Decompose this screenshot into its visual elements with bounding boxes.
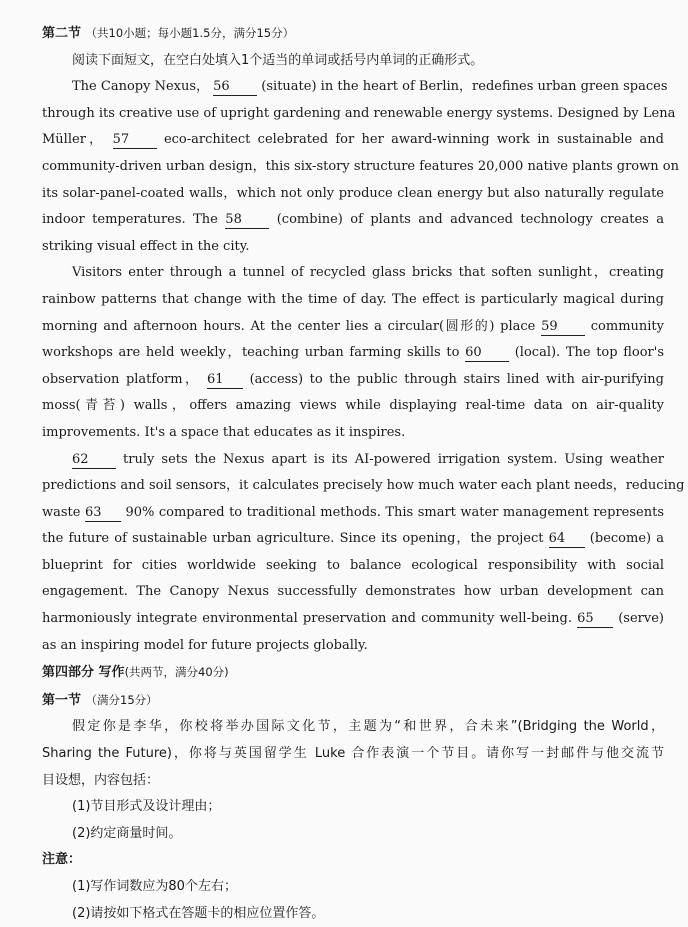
- blank-62[interactable]: 62: [72, 452, 116, 469]
- passage-paragraph-1: The Canopy Nexus， 56 (situate) in the heart of Berlin，redefines urban green spaces through its creative use of upright gardening and renewable energy systems. Designed by Lena Müller， 57 eco-architect celebrated for her award-winning work in sustainable and community-driven urban design，this six-story structure features 20,000 native plants grown on its solar-panel-coated walls，which not only produce clean energy but also naturally regulate indoor temperatures. The 58 (combine) of plants and advanced technology creates a striking visual effect in the city.: [42, 79, 679, 254]
- blank-63[interactable]: 63: [85, 505, 121, 522]
- blank-58[interactable]: 58: [225, 212, 269, 229]
- blank-61[interactable]: 61: [207, 372, 243, 389]
- note-item-1: (1)写作词数应为80个左右；: [72, 879, 237, 894]
- blank-60[interactable]: 60: [465, 345, 509, 362]
- blank-56[interactable]: 56: [213, 79, 257, 96]
- blank-59[interactable]: 59: [541, 319, 585, 336]
- section2-heading: 第二节 （共10小题；每小题1.5分，满分15分）: [42, 26, 295, 41]
- passage-paragraph-2: Visitors enter through a tunnel of recycled glass bricks that soften sunlight，creating rainbow patterns that change with the time of day. The effect is particularly magical during morning and afternoon hours. At the center lies a circular(圆形的) place 59 community workshops are held weekly，teaching urban farming skills to 60 (local). The top floor's observation platform， 61 (access) to the public through stairs lined with air-purifying moss(青苔) walls，offers amazing views while displaying real-time data on air-quality improvements. It's a space that educates as it inspires.: [42, 265, 665, 440]
- blank-64[interactable]: 64: [549, 531, 585, 548]
- passage-paragraph-3: 62 truly sets the Nexus apart is its AI-powered irrigation system. Using weather predictions and soil sensors，it calculates precisely how much water each plant needs，reducing waste 63 90% compared to traditional methods. This smart water management represents the future of sustainable urban agriculture. Since its opening，the project 64 (become) a blueprint for cities worldwide seeking to balance ecological responsibility with social engagement. The Canopy Nexus successfully demonstrates how urban development can harmoniously integrate environmental preservation and community well-being. 65 (serve) as an inspiring model for future projects globally.: [42, 451, 685, 653]
- notes-title: 注意：: [42, 852, 82, 868]
- writing-prompt: 假定你是李华，你校将举办国际文化节，主题为“和世界，合未来”(Bridging the World， Sharing the Future)，你将与英国留学生 Luke 合作表演一个节目。请你写一封邮件与他交流节 目设想，内容包括： (1)节目形式及设计理由； (2)约定商量时间。: [42, 714, 664, 847]
- section1-heading: 第一节 （满分15分）: [42, 692, 158, 708]
- blank-65[interactable]: 65: [577, 611, 613, 628]
- prompt-item-1: (1)节目形式及设计理由；: [72, 799, 221, 815]
- note-item-2: (2)请按如下格式在答题卡的相应位置作答。: [72, 905, 325, 921]
- blank-57[interactable]: 57: [113, 132, 157, 149]
- section2-instruction: 阅读下面短文，在空白处填入1个适当的单词或括号内单词的正确形式。: [72, 52, 484, 68]
- part4-heading: 第四部分 写作(共两节，满分40分): [42, 665, 229, 681]
- prompt-item-2: (2)约定商量时间。: [72, 825, 182, 841]
